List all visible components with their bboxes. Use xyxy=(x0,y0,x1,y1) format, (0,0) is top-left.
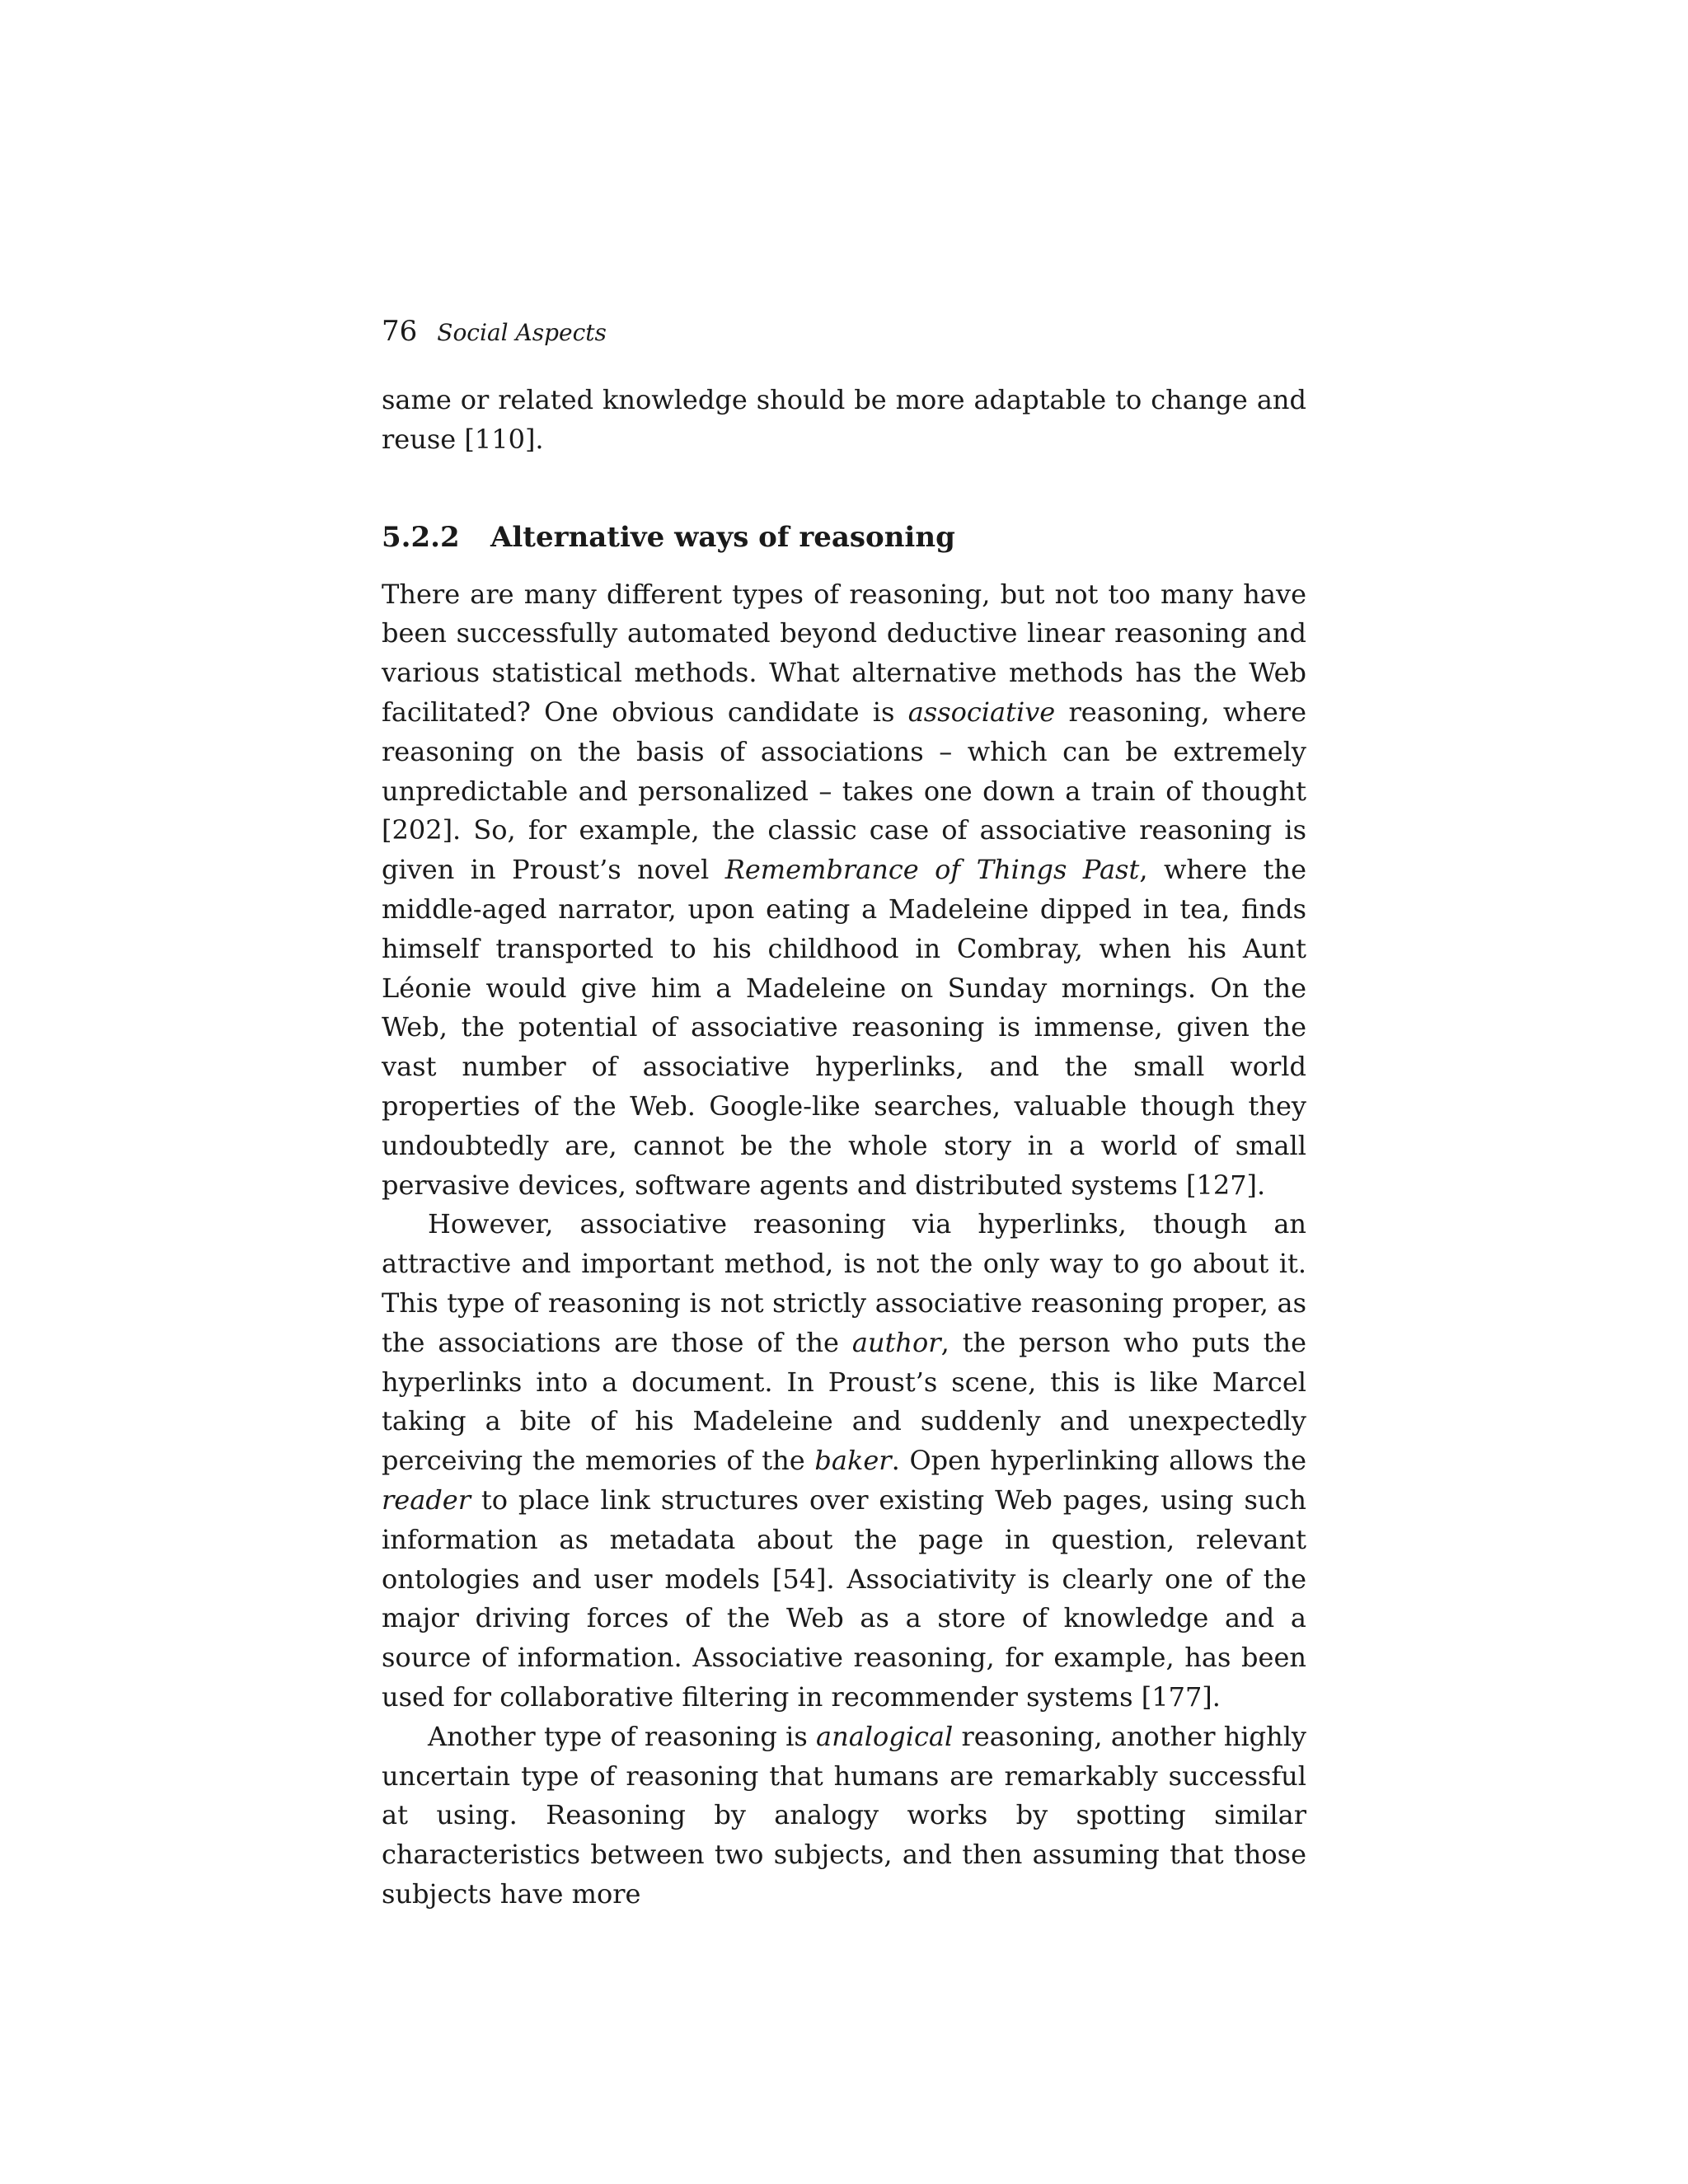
text-span: reasoning, where reasoning on the basis of associations – which can be extremely unpredictable and personalized – takes one down a train of thought [202]. So, for example, the classic case of associative reasoning is given in Proust’s novel xyxy=(382,696,1307,886)
section-number: 5.2.2 xyxy=(382,520,460,554)
body-text xyxy=(382,381,1306,1915)
running-head xyxy=(382,312,607,353)
text-span: However, associative reasoning via hyperlinks, though an attractive and important method, is not the only way to go about it. This type of reasoning is not strictly associative reasoning proper, as the associations are those of the xyxy=(382,1208,1306,1358)
text-span: to place link structures over existing Web pages, using such information as metadata about the page in question, relevant ontologies and user models [54]. Associativity is clearly one of the major driving forces of the Web as a store of knowledge and a source of information. Associative reasoning, for example, has been used for collaborative filtering in recommender systems [177]. xyxy=(382,1483,1306,1713)
emphasis-reader: reader xyxy=(382,1483,471,1516)
paragraph-associative-reasoning xyxy=(382,575,1306,1206)
text-span: reasoning, another highly uncertain type of reasoning that humans are remarkably successful at using. Reasoning by analogy works by spotting similar characteristics between two subjects, and then assuming that those subjects have more xyxy=(382,1720,1307,1910)
text-span: There are many different types of reasoning, but not too many have been successfully automated beyond deductive linear reasoning and various statistical methods. What alternative methods has the Web facilitated? One obvious candidate is xyxy=(382,578,1306,728)
text-span: , where the middle-aged narrator, upon eating a Madeleine dipped in tea, finds himself transported to his childhood in Combray, when his Aunt Léonie would give him a Madeleine on Sunday mornings. On the Web, the potential of associative reasoning is immense, given the vast number of associative hyperlinks, and the small world properties of the Web. Google-like searches, valuable though they undoubtedly are, cannot be the whole story in a world of small pervasive devices, software agents and distributed systems [127]. xyxy=(382,854,1307,1201)
emphasis-book-title: Remembrance of Things Past xyxy=(724,854,1140,886)
emphasis-associative: associative xyxy=(907,696,1056,728)
running-title: Social Aspects xyxy=(437,319,607,346)
text-span: Another type of reasoning is xyxy=(428,1720,817,1752)
text-span: , the person who puts the hyperlinks into a document. In Proust’s scene, this is like Marcel taking a bite of his Madeleine and suddenly and unexpectedly perceiving the memories of the xyxy=(382,1326,1307,1477)
emphasis-author: author xyxy=(851,1326,941,1358)
emphasis-baker: baker xyxy=(814,1445,892,1477)
continued-paragraph: same or related knowledge should be more adaptable to change and reuse [110]. xyxy=(382,384,1306,455)
section-heading xyxy=(382,518,1306,557)
emphasis-analogical: analogical xyxy=(816,1720,954,1752)
text-span: . Open hyperlinking allows the xyxy=(891,1445,1307,1477)
page-number: 76 xyxy=(382,315,418,348)
paragraph-analogical-reasoning xyxy=(382,1718,1306,1915)
paragraph-hyperlinks xyxy=(382,1205,1306,1717)
section-title: Alternative ways of reasoning xyxy=(490,520,955,554)
